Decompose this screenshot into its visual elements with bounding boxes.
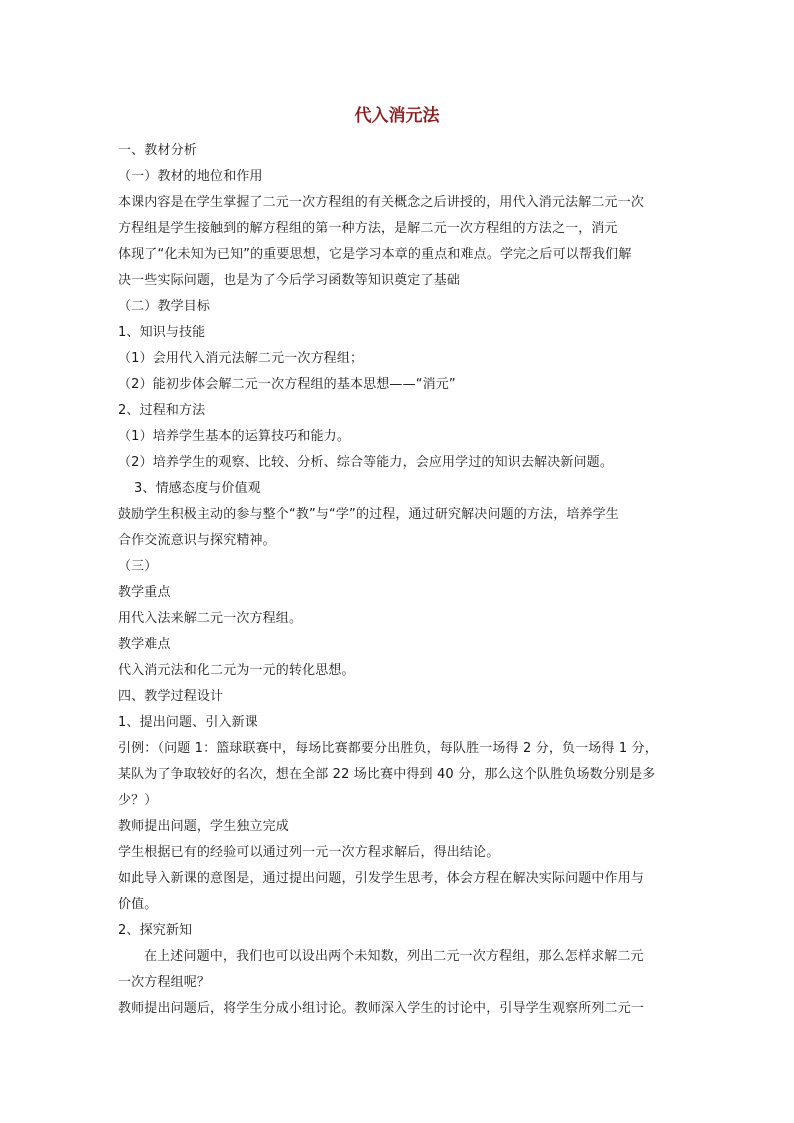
paragraph-line: 用代入法来解二元一次方程组。: [118, 611, 303, 626]
subsection-heading: （一）教材的地位和作用: [118, 169, 263, 184]
subsection-heading: （三）: [118, 559, 158, 574]
paragraph-line: 在上述问题中，我们也可以设出两个未知数，列出二元一次方程组，那么怎样求解二元: [144, 949, 644, 964]
paragraph-line: 某队为了争取较好的名次，想在全部 22 场比赛中得到 40 分，那么这个队胜负场数分别是多: [118, 767, 656, 782]
document-body: [118, 138, 678, 1022]
list-item: （1）会用代入消元法解二元一次方程组；: [118, 351, 364, 366]
list-heading: 1、知识与技能: [118, 325, 206, 340]
list-item: （2）能初步体会解二元一次方程组的基本思想——“消元”: [118, 377, 456, 392]
list-heading: 3、情感态度与价值观: [134, 481, 261, 496]
paragraph-line: 方程组是学生接触到的解方程组的第一种方法，是解二元一次方程组的方法之一，消元: [118, 221, 618, 236]
paragraph-line: 鼓励学生积极主动的参与整个“教”与“学”的过程，通过研究解决问题的方法，培养学生: [118, 507, 619, 522]
label-heading: 教学重点: [118, 585, 171, 600]
paragraph-line: 代入消元法和化二元为一元的转化思想。: [118, 663, 355, 678]
paragraph-line: 一次方程组呢？: [118, 975, 211, 990]
paragraph-line: 教师提出问题，学生独立完成: [118, 819, 289, 834]
paragraph-line: 如此导入新课的意图是，通过提出问题，引发学生思考，体会方程在解决实际问题中作用与: [118, 871, 645, 886]
section-heading: 四、教学过程设计: [118, 689, 224, 704]
paragraph-line: 引例：（问题 1：篮球联赛中，每场比赛都要分出胜负，每队胜一场得 2 分，负一场得 1 分，: [118, 741, 658, 756]
paragraph-line: 本课内容是在学生掌握了二元一次方程组的有关概念之后讲授的，用代入消元法解二元一次: [118, 195, 645, 210]
paragraph-line: 学生根据已有的经验可以通过列一元一次方程求解后，得出结论。: [118, 845, 500, 860]
section-heading: 一、教材分析: [118, 143, 197, 158]
subsection-heading: （二）教学目标: [118, 299, 211, 314]
list-heading: 2、探究新知: [118, 923, 193, 938]
paragraph-line: 教师提出问题后，将学生分成小组讨论。教师深入学生的讨论中，引导学生观察所列二元一: [118, 1001, 645, 1016]
paragraph-line: 合作交流意识与探究精神。: [118, 533, 276, 548]
list-item: （1）培养学生基本的运算技巧和能力。: [118, 429, 350, 444]
paragraph-line: 少？）: [118, 793, 158, 808]
label-heading: 教学难点: [118, 637, 171, 652]
paragraph-line: 价值。: [118, 897, 158, 912]
list-heading: 1、提出问题、引入新课: [118, 715, 258, 730]
list-heading: 2、过程和方法: [118, 403, 206, 418]
paragraph-line: 体现了“化未知为已知”的重要思想，它是学习本章的重点和难点。学完之后可以帮我们解: [118, 247, 632, 262]
document-title: 代入消元法: [354, 106, 440, 126]
paragraph-line: 决一些实际问题，也是为了今后学习函数等知识奠定了基础: [118, 273, 460, 288]
list-item: （2）培养学生的观察、比较、分析、综合等能力，会应用学过的知识去解决新问题。: [118, 455, 613, 470]
